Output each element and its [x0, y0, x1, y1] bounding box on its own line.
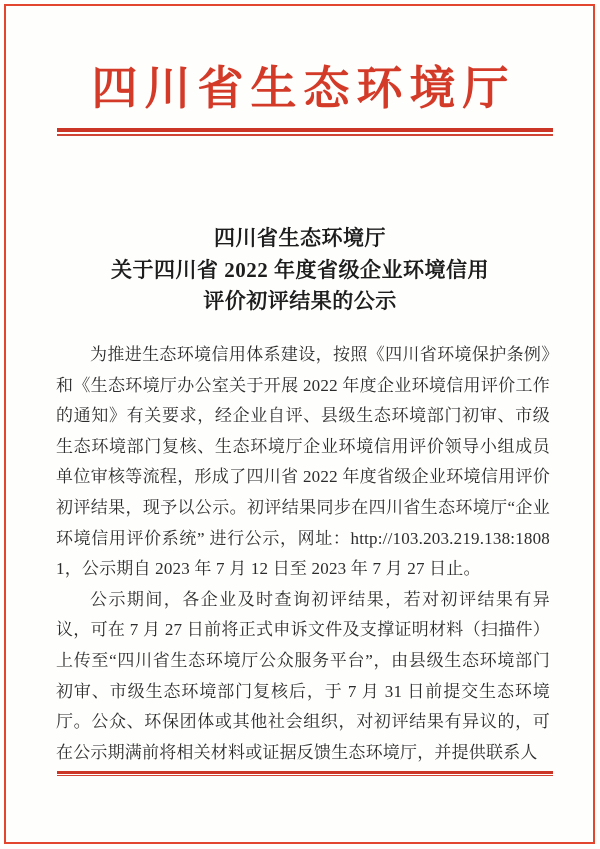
letterhead-double-rule [57, 128, 553, 136]
letterhead-rule-thick-line [57, 128, 553, 132]
title-line-1: 四川省生态环境厅 [214, 226, 386, 250]
body-paragraph-1: 为推进生态环境信用体系建设，按照《四川省环境保护条例》和《生态环境厅办公室关于开展 2022 年度企业环境信用评价工作的通知》有关要求，经企业自评、县级生态环境部门初审、市级生态环境部门复核、生态环境厅企业环境信用评价领导小组成员单位审核等流程，形成了四川省 2022 年度省级企业环境信用评价初评结果，现予以公示。初评结果同步在四川省生态环境厅“企业环境信用评价系统” 进行公示，网址：http://103.203.219.138:18081，公示期自 2023 年 7 月 12 日至 2023 年 7 月 27 日止。 [56, 345, 550, 579]
letterhead [0, 64, 600, 114]
title-line-2: 关于四川省 2022 年度省级企业环境信用 [111, 257, 489, 282]
body-paragraph-2: 公示期间，各企业及时查询初评结果，若对初评结果有异议，可在 7 月 27 日前将正式申诉文件及支撑证明材料（扫描件）上传至“四川省生态环境厅公众服务平台”，由县级生态环境部门初审、市级生态环境部门复核后，于 7 月 31 日前提交生态环境厅。公众、环保团体或其他社会组织，对初评结果有异议的，可在公示期满前将相关材料或证据反馈生态环境厅，并提供联系人 [56, 589, 550, 762]
letterhead-org-name: 四川省生态环境厅 [91, 63, 516, 114]
footer-rule-thick-line [57, 771, 553, 774]
footer-rule [57, 771, 553, 776]
letterhead-rule-thin-line [57, 134, 553, 136]
document-body [56, 340, 550, 768]
title-line-3: 评价初评结果的公示 [203, 289, 397, 313]
document-title [30, 223, 570, 318]
footer-rule-thin-line [57, 775, 553, 776]
